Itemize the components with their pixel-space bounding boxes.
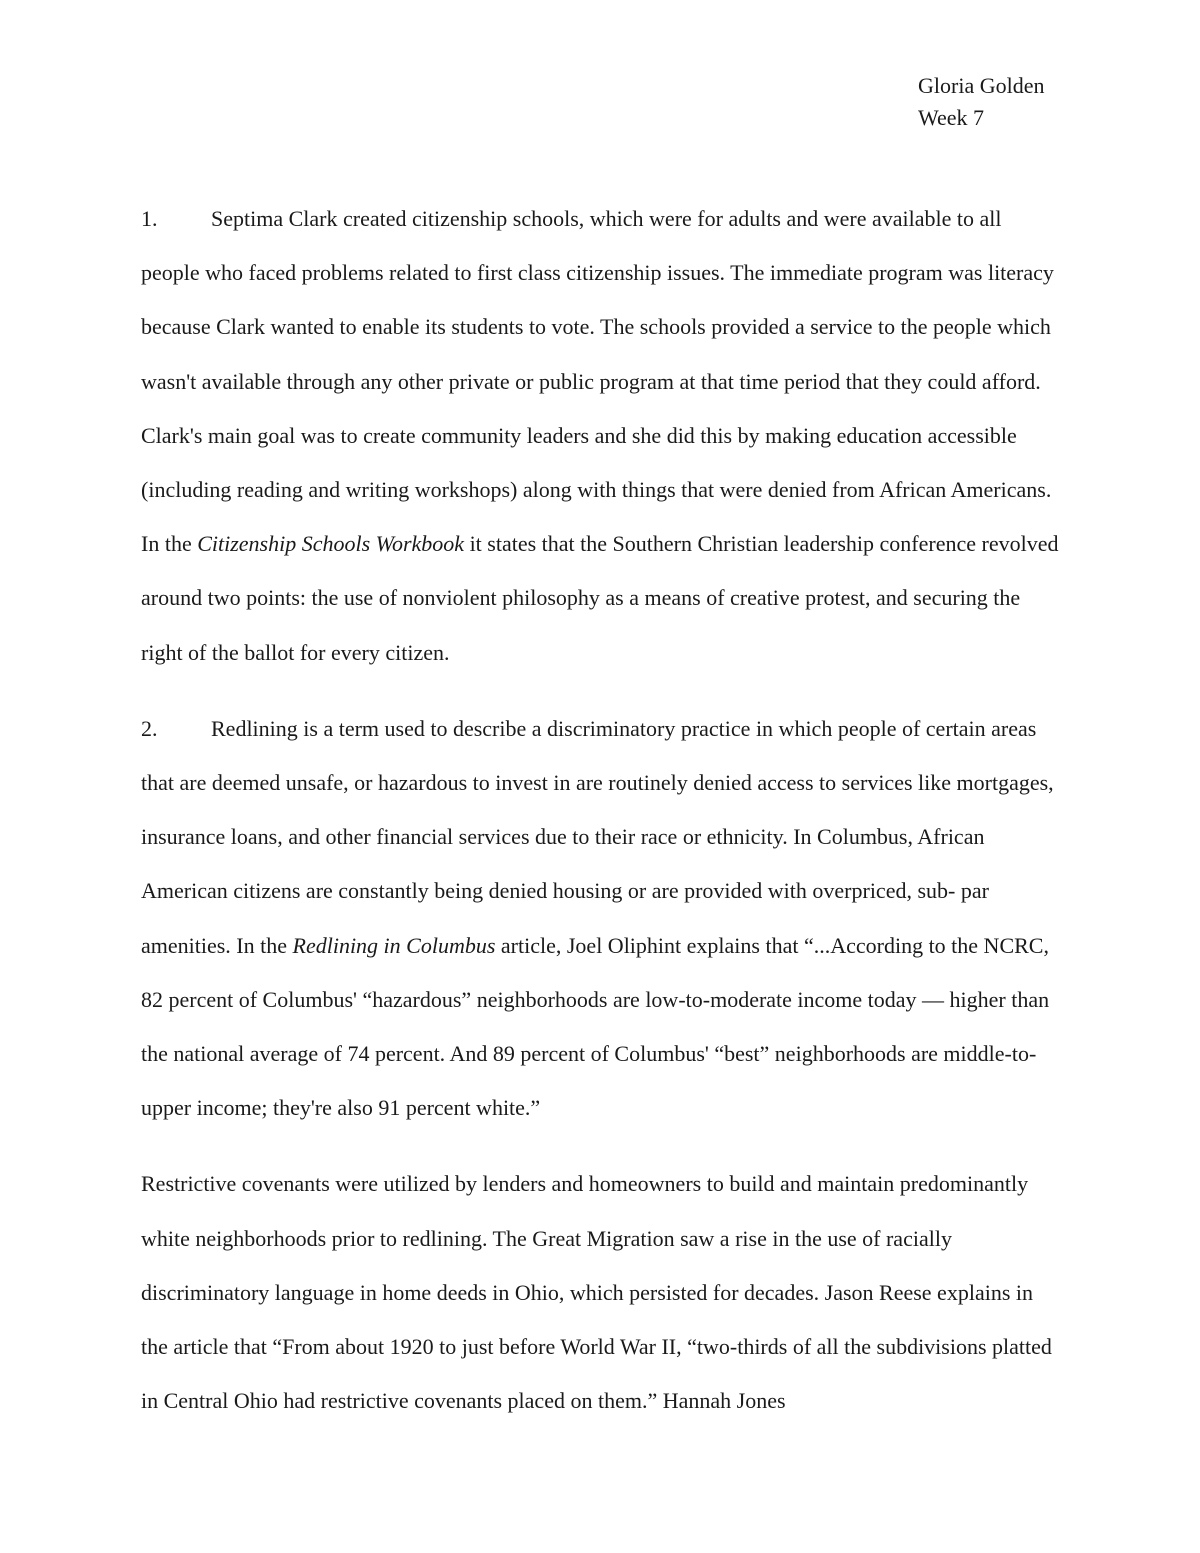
paragraph-1: [141, 192, 1063, 680]
paragraph-text: Septima Clark created citizenship schools, which were for adults and were available to all people who faced problems related to first class citizenship issues. The immediate program was literacy because Clark wanted to enable its students to vote. The schools provided a service to the people which wasn't available through any other private or public program at that time period that they could afford. Clark's main goal was to create community leaders and she did this by making education accessible (including reading and writing workshops) along with things that were denied from African Americans. In the: [141, 206, 1054, 557]
paragraph-3: [141, 1157, 1063, 1428]
article-title: Redlining in Columbus: [292, 932, 496, 958]
paragraph-2: [141, 702, 1063, 1136]
book-title: Citizenship Schools Workbook: [197, 531, 465, 557]
paragraph-text: Restrictive covenants were utilized by lenders and homeowners to build and maintain predominantly white neighborhoods prior to redlining. The Great Migration saw a rise in the use of racially discriminatory language in home deeds in Ohio, which persisted for decades. Jason Reese explains in the article that “From about 1920 to just before World War II, “two-thirds of all the subdivisions platted in Central Ohio had restrictive covenants placed on them.” Hannah Jones: [141, 1171, 1052, 1414]
author-name: Gloria Golden: [918, 73, 1045, 98]
document-body: [141, 192, 1063, 1428]
paragraph-text: Redlining is a term used to describe a discriminatory practice in which people of certain areas that are deemed unsafe, or hazardous to invest in are routinely denied access to services like mortgages, insurance loans, and other financial services due to their race or ethnicity. In Columbus, African American citizens are constantly being denied housing or are provided with overpriced, sub- par amenities. In the: [141, 715, 1054, 958]
paragraph-text: it states that the Southern Christian leadership conference revolved around two points: the use of nonviolent philosophy as a means of creative protest, and securing the right of the ballot for every citizen.: [141, 531, 1059, 665]
week-label: Week 7: [918, 105, 985, 130]
header-block: [918, 70, 1044, 134]
paragraph-text: article, Joel Oliphint explains that “...According to the NCRC, 82 percent of Columbus' “hazardous” neighborhoods are low-to-moderate income today — higher than the national average of 74 percent. And 89 percent of Columbus' “best” neighborhoods are middle-to-upper income; they're also 91 percent white.”: [141, 932, 1050, 1121]
paragraph-number: 1.: [141, 206, 158, 231]
paragraph-number: 2.: [141, 715, 158, 741]
